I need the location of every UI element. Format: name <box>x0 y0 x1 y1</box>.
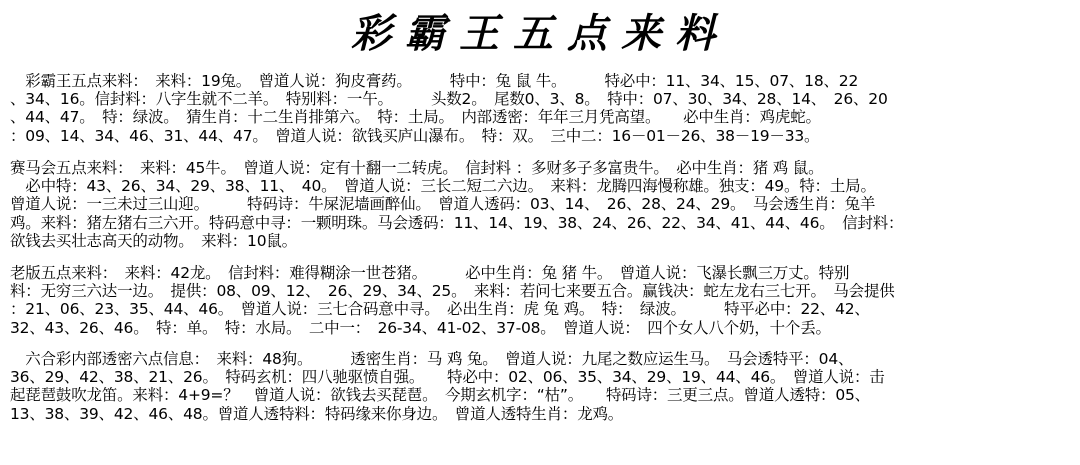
section-saimahui <box>10 159 1070 250</box>
page-title: 彩霸王五点来料 <box>351 10 729 57</box>
text-line: 32、43、26、46。 特：单。 特：水局。 二中一： 26-34、41-02、37-08。 曾道人说： 四个女人八个奶，十个丢。 <box>10 318 831 337</box>
text-line: 必中特：43、26、34、29、38、11、 40。 曾道人说：三长二短二六边。 来料：龙腾四海慢称雄。独支：49。特：土局。 <box>10 177 876 196</box>
text-line: 料：无穷三六达一边。 提供：08、09、12、 26、29、34、25。 来料：若问七来要五合。赢钱决：蛇左龙右三七开。 马会提供 <box>10 282 895 301</box>
text-line: ：09、14、34、46、31、44、47。 曾道人说：欲钱买庐山瀑布。 特：双。 三中二：16－01－26、38－19－33。 <box>10 126 820 145</box>
section-liuhecai <box>10 350 1070 423</box>
text-line: 赛马会五点来料： 来料：45牛。 曾道人说：定有十翻一二转虎。 信封料 ：多财多子多富贵牛。 必中生肖：猪 鸡 鼠。 <box>10 159 824 177</box>
text-line: 36、29、42、38、21、26。 特码玄机：四八驰驱愤自强。 特必中：02、06、35、34、29、19、44、46。 曾道人说：击 <box>10 368 885 387</box>
text-line: 曾道人说：一三未过三山迎。 特码诗：牛屎泥墙画醉仙。 曾道人透码：03、14、 26、28、24、29。 马会透生肖：兔羊 <box>10 195 876 214</box>
text-line: 欲钱去买壮志高天的动物。 来料：10鼠。 <box>10 231 297 250</box>
text-line: 六合彩内部透密六点信息： 来料：48狗。 透密生肖：马 鸡 兔。 曾道人说：九尾之数应运生马。 马会透特平：04、 <box>10 350 854 368</box>
text-line: ：21、06、23、35、44、46。 曾道人说：三七合码意中寻。 必出生肖：虎 兔 鸡。 特： 绿波。 特平必中：22、42、 <box>10 300 870 319</box>
text-line: 老版五点来料： 来料：42龙。 信封料：难得糊涂一世苍猪。 必中生肖：兔 猪 牛。 曾道人说：飞瀑长飘三万丈。特别 <box>10 264 850 282</box>
text-line: 彩霸王五点来料： 来料：19兔。 曾道人说：狗皮膏药。 特中：兔 鼠 牛。 特必中：11、34、15、07、18、22 <box>10 72 859 90</box>
text-line: 、44、47。 特：绿波。 猜生肖：十二生肖排第六。 特：土局。 内部透密：年年三月凭高望。 必中生肖：鸡虎蛇。 <box>10 108 821 127</box>
text-line: 13、38、39、42、46、48。曾道人透特料：特码缘来你身边。 曾道人透特生肖：龙鸡。 <box>10 404 624 423</box>
section-caibawang <box>10 72 1070 145</box>
text-line: 鸡。来料：猪左猪右三六开。特码意中寻：一颗明珠。马会透码：11、14、19、38、24、26、22、34、41、44、46。 信封料： <box>10 213 904 232</box>
text-line: 、34、16。信封料：八字生就不二羊。 特别料：一午。 头数2。 尾数0、3、8。 特中：07、30、34、28、14、 26、20 <box>10 90 888 109</box>
section-laoban <box>10 264 1070 337</box>
text-line: 起琵琶鼓吹龙笛。来料：4+9=？ 曾道人说：欲钱去买琵琶。 今期玄机字：“枯”。 特码诗：三更三点。曾道人透特：05、 <box>10 386 870 405</box>
